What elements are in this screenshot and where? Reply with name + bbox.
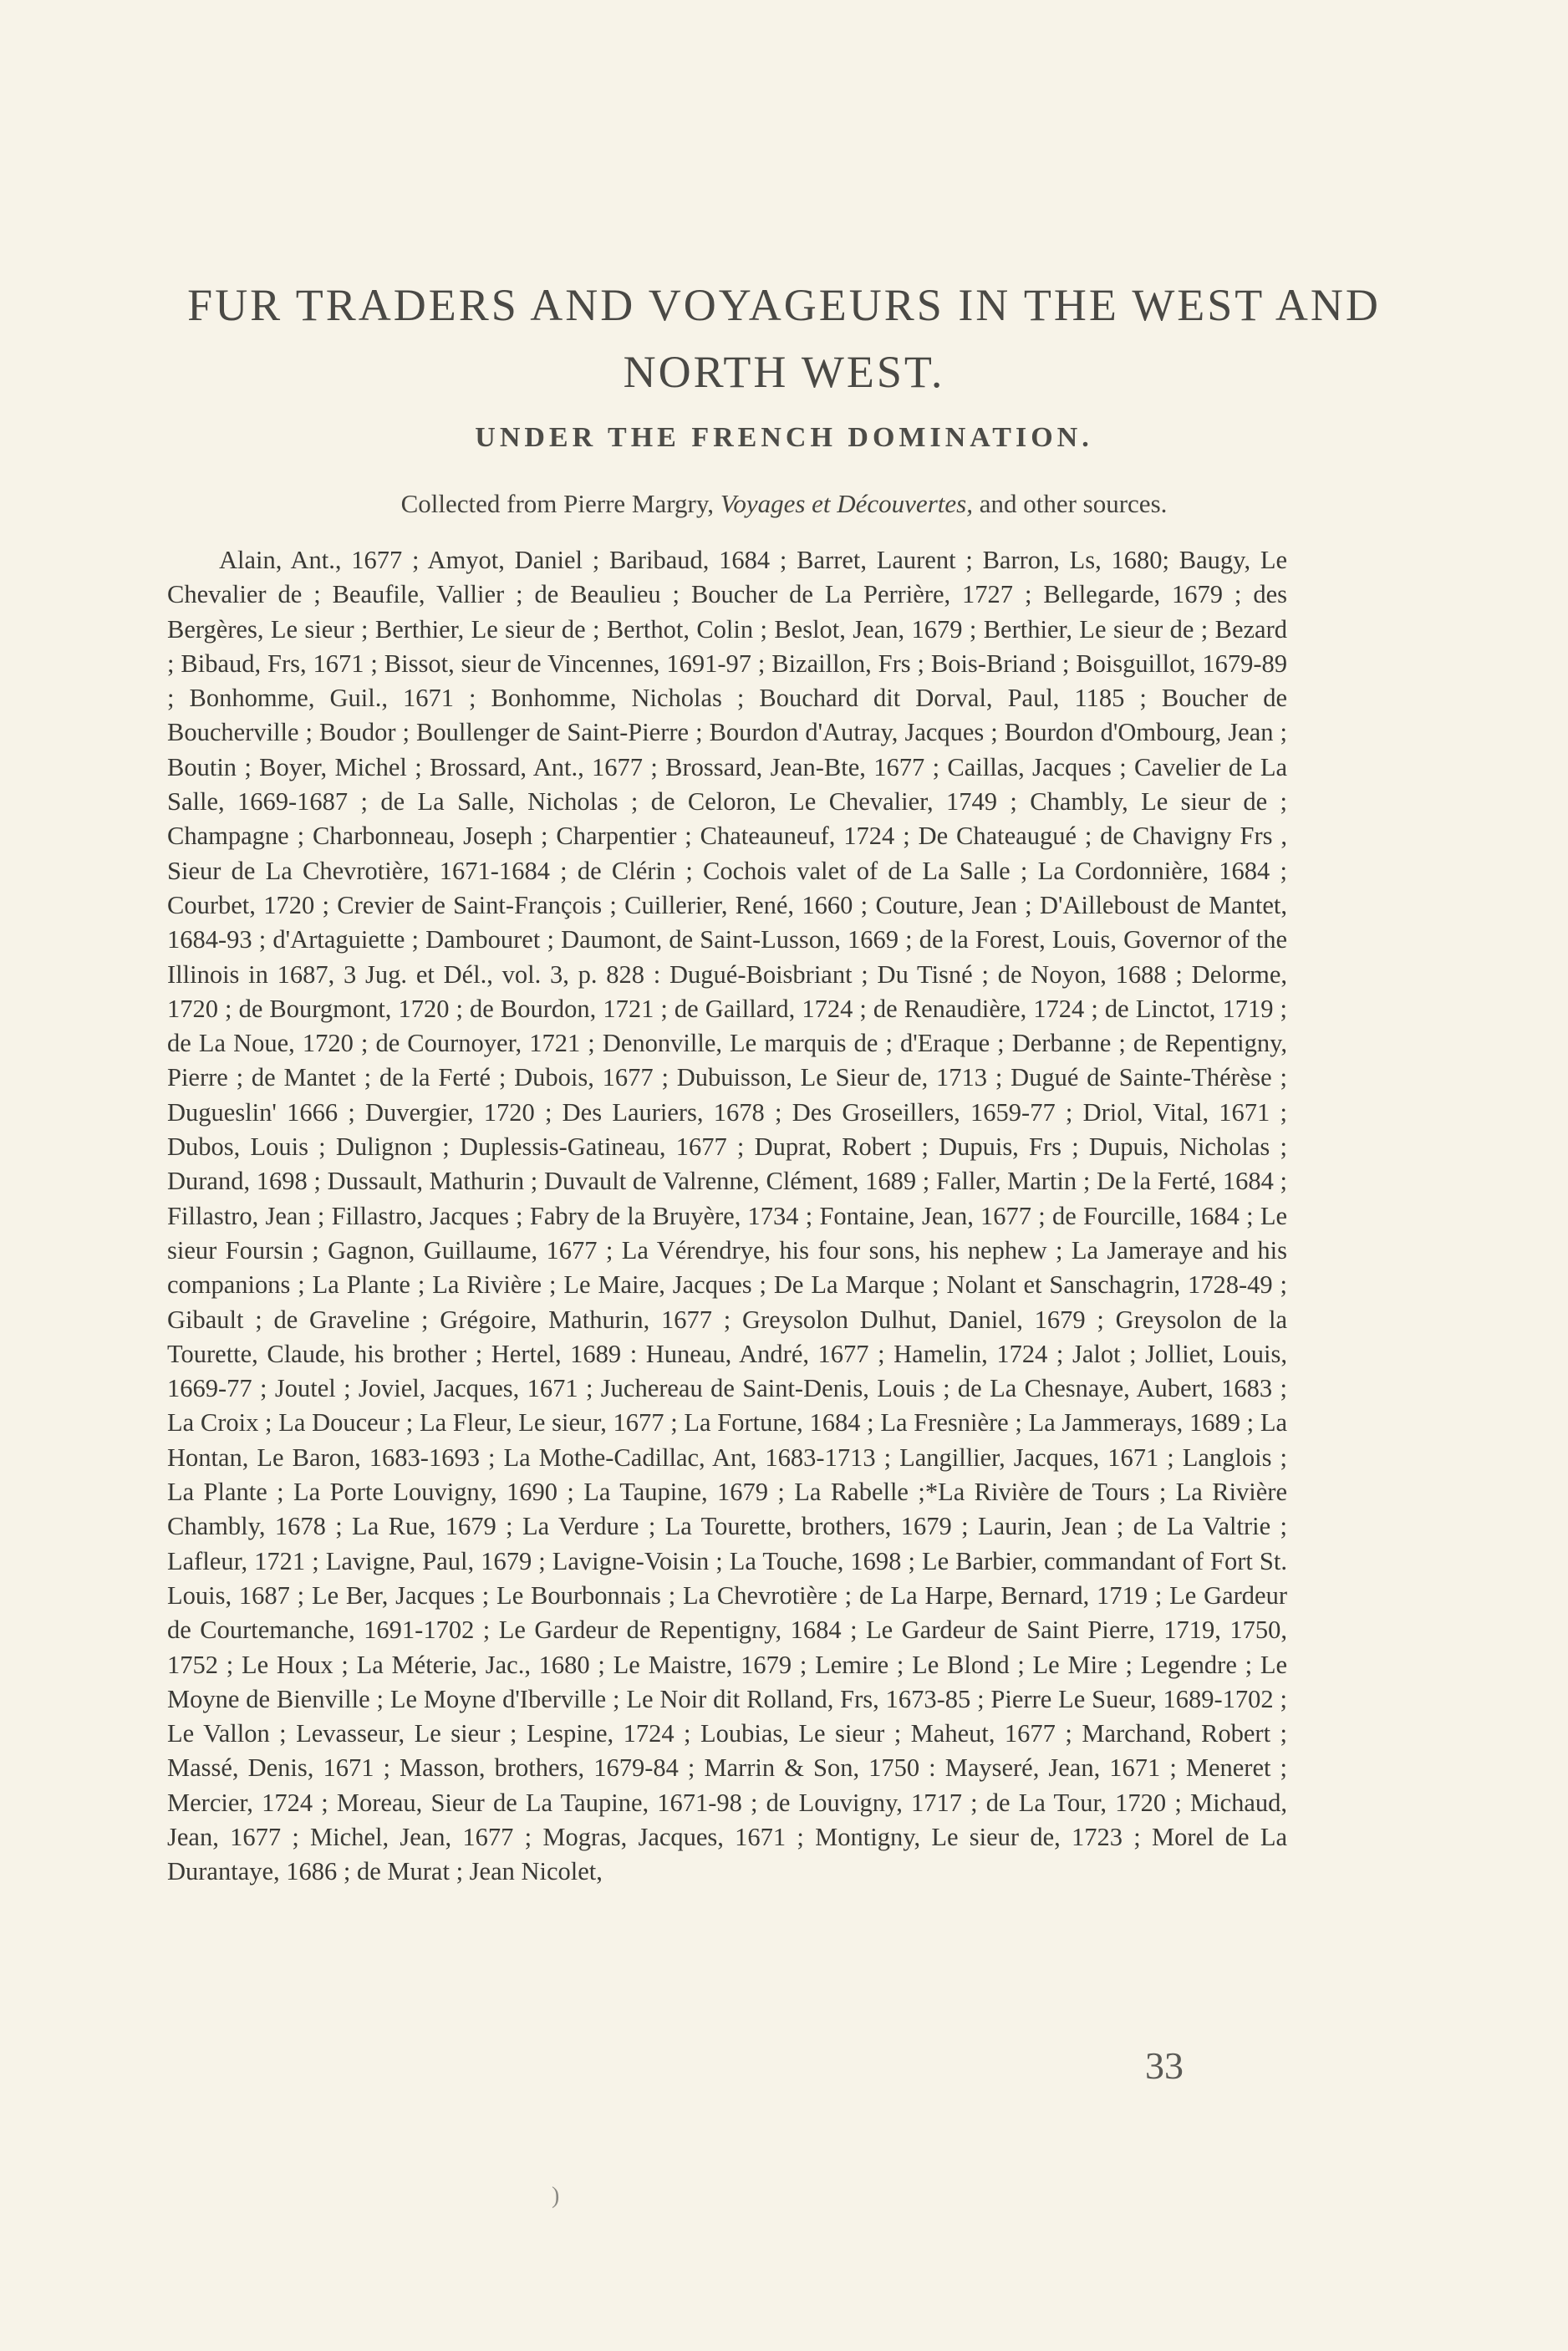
source-line: [125, 489, 1443, 519]
page-subtitle: UNDER THE FRENCH DOMINATION.: [475, 422, 1093, 453]
names-list-paragraph: Alain, Ant., 1677 ; Amyot, Daniel ; Baribaud, 1684 ; Barret, Laurent ; Barron, Ls, 1680; Baugy, Le Chevalier de ; Beaufile, Vallier ; de Beaulieu ; Boucher de La Perrière, 1727 ; Bellegarde, 1679 ; des Bergères, Le sieur ; Berthier, Le sieur de ; Berthot, Colin ; Beslot, Jean, 1679 ; Berthier, Le sieur de ; Bezard ; Bibaud, Frs, 1671 ; Bissot, sieur de Vincennes, 1691-97 ; Bizaillon, Frs ; Bois-Briand ; Boisguillot, 1679-89 ; Bonhomme, Guil., 1671 ; Bonhomme, Nicholas ; Bouchard dit Dorval, Paul, 1185 ; Boucher de Boucherville ; Boudor ; Boullenger de Saint-Pierre ; Bourdon d'Autray, Jacques ; Bourdon d'Ombourg, Jean ; Boutin ; Boyer, Michel ; Brossard, Ant., 1677 ; Brossard, Jean-Bte, 1677 ; Caillas, Jacques ; Cavelier de La Salle, 1669-1687 ; de La Salle, Nicholas ; de Celoron, Le Chevalier, 1749 ; Chambly, Le sieur de ; Champagne ; Charbonneau, Joseph ; Charpentier ; Chateauneuf, 1724 ; De Chateaugué ; de Chavigny Frs , Sieur de La Chevrotière, 1671-1684 ; de Clérin ; Cochois valet of de La Salle ; La Cordonnière, 1684 ; Courbet, 1720 ; Crevier de Saint-François ; Cuillerier, René, 1660 ; Couture, Jean ; D'Ailleboust de Mantet, 1684-93 ; d'Artaguiette ; Dambouret ; Daumont, de Saint-Lusson, 1669 ; de la Forest, Louis, Governor of the Illinois in 1687, 3 Jug. et Dél., vol. 3, p. 828 : Dugué-Boisbriant ; Du Tisné ; de Noyon, 1688 ; Delorme, 1720 ; de Bourgmont, 1720 ; de Bourdon, 1721 ; de Gaillard, 1724 ; de Renaudière, 1724 ; de Linctot, 1719 ; de La Noue, 1720 ; de Cournoyer, 1721 ; Denonville, Le marquis de ; d'Eraque ; Derbanne ; de Repentigny, Pierre ; de Mantet ; de la Ferté ; Dubois, 1677 ; Dubuisson, Le Sieur de, 1713 ; Dugué de Sainte-Thérèse ; Dugueslin' 1666 ; Duvergier, 1720 ; Des Lauriers, 1678 ; Des Groseillers, 1659-77 ; Driol, Vital, 1671 ; Dubos, Louis ; Dulignon ; Duplessis-Gatineau, 1677 ; Duprat, Robert ; Dupuis, Frs ; Dupuis, Nicholas ; Durand, 1698 ; Dussault, Mathurin ; Duvault de Valrenne, Clément, 1689 ; Faller, Martin ; De la Ferté, 1684 ; Fillastro, Jean ; Fillastro, Jacques ; Fabry de la Bruyère, 1734 ; Fontaine, Jean, 1677 ; de Fourcille, 1684 ; Le sieur Foursin ; Gagnon, Guillaume, 1677 ; La Vérendrye, his four sons, his nephew ; La Jameraye and his companions ; La Plante ; La Rivière ; Le Maire, Jacques ; De La Marque ; Nolant et Sanschagrin, 1728-49 ; Gibault ; de Graveline ; Grégoire, Mathurin, 1677 ; Greysolon Dulhut, Daniel, 1679 ; Greysolon de la Tourette, Claude, his brother ; Hertel, 1689 : Huneau, André, 1677 ; Hamelin, 1724 ; Jalot ; Jolliet, Louis, 1669-77 ; Joutel ; Joviel, Jacques, 1671 ; Juchereau de Saint-Denis, Louis ; de La Chesnaye, Aubert, 1683 ; La Croix ; La Douceur ; La Fleur, Le sieur, 1677 ; La Fortune, 1684 ; La Fresnière ; La Jammerays, 1689 ; La Hontan, Le Baron, 1683-1693 ; La Mothe-Cadillac, Ant, 1683-1713 ; Langillier, Jacques, 1671 ; Langlois ; La Plante ; La Porte Louvigny, 1690 ; La Taupine, 1679 ; La Rabelle ;*La Rivière de Tours ; La Rivière Chambly, 1678 ; La Rue, 1679 ; La Verdure ; La Tourette, brothers, 1679 ; Laurin, Jean ; de La Valtrie ; Lafleur, 1721 ; Lavigne, Paul, 1679 ; Lavigne-Voisin ; La Touche, 1698 ; Le Barbier, commandant of Fort St. Louis, 1687 ; Le Ber, Jacques ; Le Bourbonnais ; La Chevrotière ; de La Harpe, Bernard, 1719 ; Le Gardeur de Courtemanche, 1691-1702 ; Le Gardeur de Repentigny, 1684 ; Le Gardeur de Saint Pierre, 1719, 1750, 1752 ; Le Houx ; La Méterie, Jac., 1680 ; Le Maistre, 1679 ; Lemire ; Le Blond ; Le Mire ; Legendre ; Le Moyne de Bienville ; Le Moyne d'Iberville ; Le Noir dit Rolland, Frs, 1673-85 ; Pierre Le Sueur, 1689-1702 ; Le Vallon ; Levasseur, Le sieur ; Lespine, 1724 ; Loubias, Le sieur ; Maheut, 1677 ; Marchand, Robert ; Massé, Denis, 1671 ; Masson, brothers, 1679-84 ; Marrin & Son, 1750 : Mayseré, Jean, 1671 ; Meneret ; Mercier, 1724 ; Moreau, Sieur de La Taupine, 1671-98 ; de Louvigny, 1717 ; de La Tour, 1720 ; Michaud, Jean, 1677 ; Michel, Jean, 1677 ; Mogras, Jacques, 1671 ; Montigny, Le sieur de, 1723 ; Morel de La Durantaye, 1686 ; de Murat ; Jean Nicolet,: [167, 546, 1287, 1886]
page-title: FUR TRADERS AND VOYAGEURS IN THE WEST AND NORTH WEST.: [187, 280, 1381, 397]
source-work-title: Voyages et Découvertes,: [720, 489, 973, 518]
stray-mark: ): [552, 2183, 560, 2209]
source-suffix: and other sources.: [972, 489, 1168, 518]
source-prefix: Collected from Pierre Margry,: [400, 489, 720, 518]
page-number: 33: [1145, 2044, 1184, 2087]
